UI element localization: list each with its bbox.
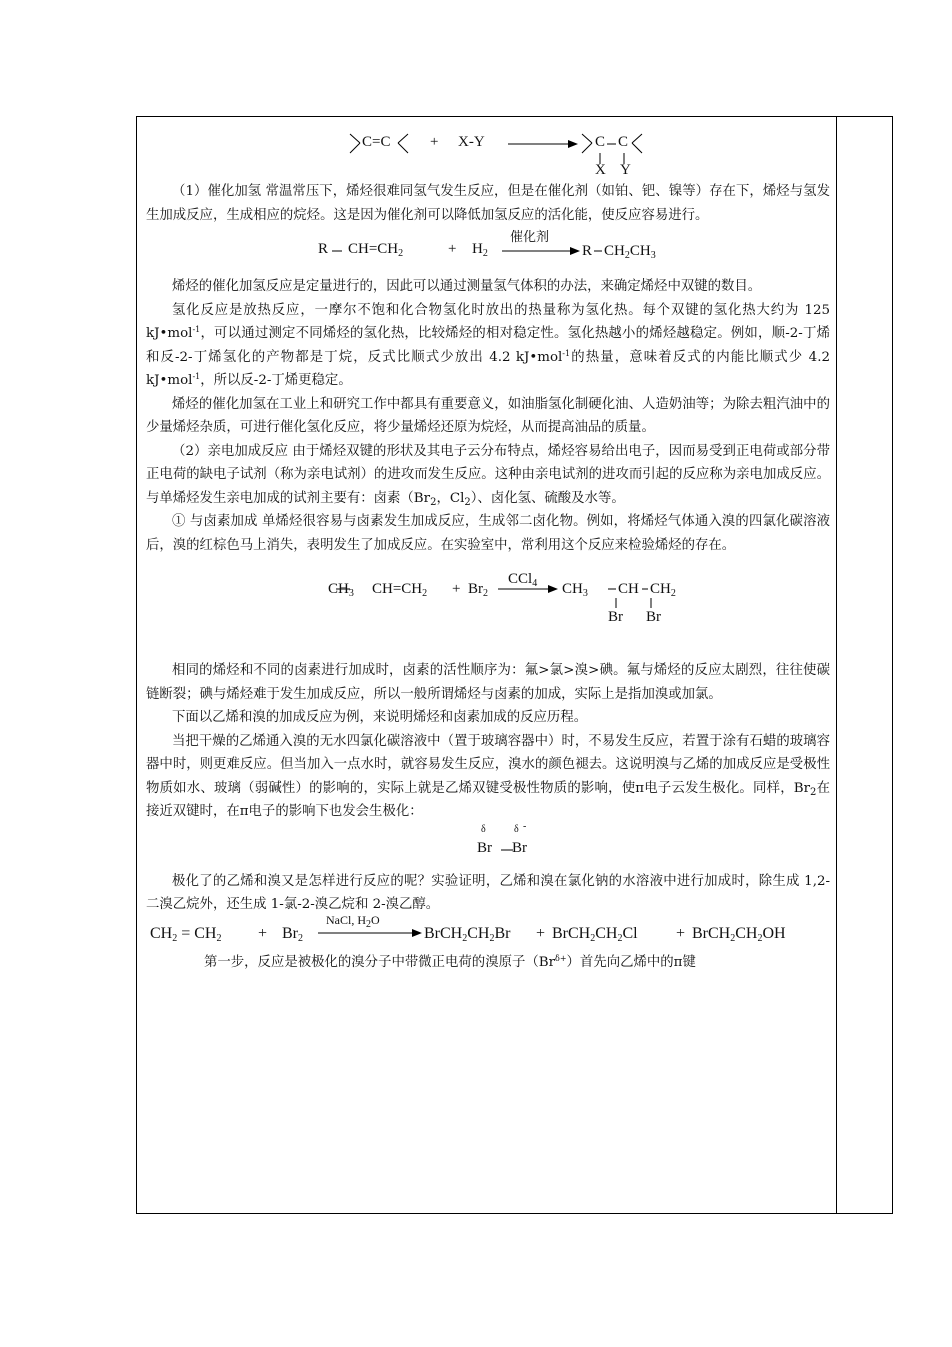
eq-br-bromo-a: Br (608, 609, 623, 625)
paragraph-halogen-addition: ① 与卤素加成 单烯烃很容易与卤素发生加成反应，生成邻二卤化物。例如，将烯烃气体通入溴的四氯化碳溶液后，溴的红棕色马上消失，表明发生了加成反应。在实验室中，常利用这个反应来检验烯烃的存在。 (146, 514, 830, 553)
eq-pol-br2: Br (512, 839, 527, 856)
eq-br-p2: CH (618, 581, 639, 597)
equation-general-addition (146, 124, 830, 180)
eq-general-y: Y (620, 162, 631, 178)
equation-nacl-addition: $CH_2 = CH_2$ + $Br_2$ NaCl, $H_2O$ $BrCH_2CH_2Br$ + $BrCH_2CH_2Cl$ + $BrCH_2CH_2OH$ (146, 917, 830, 951)
eq-pol-br1: Br (477, 839, 492, 856)
eq-br-methyl: CH (328, 581, 349, 597)
eq-pol-delta-minus: δ (514, 823, 519, 835)
paragraph-first-step: 第一步，反应是被极化的溴分子中带微正电荷的溴原子$(Br^{\delta+})$首先向乙烯中的π键 (204, 953, 696, 970)
eq-general-x: X (595, 162, 606, 178)
eq-general-c2: C (618, 134, 629, 150)
eq-nacl-plus2: + (536, 924, 546, 942)
paragraph-halogen-activity: 相同的烯烃和不同的卤素进行加成时，卤素的活性顺序为：氟>氯>溴>碘。氟与烯烃的反应太剧烈，往往使碳链断裂；碘与烯烃难于发生加成反应，所以一般所谓烯烃与卤素的加成，实际上是指加溴或加氯。 (146, 663, 830, 702)
eq-nacl-prod3: BrCH (692, 924, 731, 942)
paragraph-electrophilic-addition: （2）亲电加成反应 由于烯烃双键的形状及其电子云分布特点，烯烃容易给出电子，因而易受到正电荷或部分带正电荷的缺电子试剂（称为亲电试剂）的进攻而发生反应。这种由亲电试剂的进攻而引起的反应称为亲电加成反应。与单烯烃发生亲电加成的试剂主要有：卤素（$Br_2$，$Cl_2$）、卤化氢、硫酸及水等。 (146, 443, 830, 508)
paragraph-polarization: 当把干燥的乙烯通入溴的无水四氯化碳溶液中（置于玻璃容器中）时，不易发生反应，若置于涂有石蜡的玻璃容器中时，则更难反应。但当加入一点水时，就容易发生反应，溴水的颜色褪去。这说明溴与乙烯的加成反应是受极性物质如水、玻璃（弱碱性）的影响的，实际上就是乙烯双键受极性物质的影响，使π电子云发生极化。同样，$Br_2$在接近双键时，在π电子的影响下也发会生极化： (146, 733, 830, 819)
document-body (146, 124, 830, 974)
paragraph-mechanism-intro: 下面以乙烯和溴的加成反应为例，来说明烯烃和卤素加成的反应历程。 (172, 710, 588, 725)
eq-nacl-prod1: BrCH (424, 924, 463, 942)
equation-hydrogenation-arrow (146, 227, 830, 275)
eq-br-alkene: CH=CH (372, 581, 423, 597)
eq-br-bromine: Br (468, 581, 483, 597)
paragraph-nacl-experiment: 极化了的乙烯和溴又是怎样进行反应的呢？实验证明，乙烯和溴在氯化钠的水溶液中进行加成时，除生成 1,2-二溴乙烷外，还生成 1-氯-2-溴乙烷和 2-溴乙醇。 (146, 873, 830, 912)
eq-pol-minus: - (523, 820, 527, 832)
eq-h2-plus: + (448, 241, 457, 257)
equation-bromine-bonds (146, 557, 830, 659)
eq-h2-hydrogen: H (472, 241, 483, 257)
eq-general-cc: C=C (362, 134, 391, 150)
eq-br-plus: + (452, 581, 461, 597)
eq-h2-product: CH (604, 243, 625, 259)
eq-general-xy: X-Y (458, 134, 485, 150)
eq-nacl-plus1: + (258, 924, 268, 942)
eq-nacl-bromine: Br (282, 924, 298, 942)
paragraph-industrial-use: 烯烃的催化加氢在工业上和研究工作中都具有重要意义，如油脂氢化制硬化油、人造奶油等；为除去粗汽油中的少量烯烃杂质，可进行催化氢化反应，将少量烯烃还原为烷烃，从而提高油品的质量。 (146, 396, 830, 435)
eq-nacl-ethene: CH (150, 924, 173, 942)
eq-br-bromo-b: Br (646, 609, 661, 625)
equation-bromine-addition: $CH_3$ $CH=CH_2$ + $Br_2$ CCl$_4$ $CH_3$ CH $CH_2$ Br Br (146, 557, 830, 659)
eq-br-ccl4: CCl (508, 571, 533, 587)
eq-nacl-condition: NaCl, H (326, 912, 366, 927)
equation-polarized-bromine (146, 820, 830, 870)
eq-h2-catalyst: 催化剂 (510, 230, 550, 245)
paragraph-catalytic-hydrogenation: （1）催化加氢 常温常压下，烯烃很难同氢气发生反应，但是在催化剂（如铂、钯、镍等）存在下，烯烃与氢发生加成反应，生成相应的烷烃。这是因为催化剂可以降低加氢反应的活化能，使反应容易进行。 (146, 184, 830, 223)
eq-nacl-prod2: BrCH (552, 924, 591, 942)
paragraph-quantitative: 烯烃的催化加氢反应是定量进行的，因此可以通过测量氢气体积的办法，来确定烯烃中双键的数目。 (172, 279, 762, 294)
eq-h2-prod-r: R (582, 243, 593, 259)
eq-h2-r: R (318, 241, 329, 257)
paragraph-hydrogenation-heat: 氢化反应是放热反应，一摩尔不饱和化合物氢化时放出的热量称为氢化热。每个双键的氢化热大约为 125 kJ•mol$^{-1}$，可以通过测定不同烯烃的氢化热，比较烯烃的相对稳定性。氢化热越小的烯烃越稳定。例如，顺-2-丁烯和反-2-丁烯氢化的产物都是丁烷，反式比顺式少放出 4.2 kJ•mol$^{-1}$的热量，意味着反式的内能比顺式少 4.2 kJ•mol$^{-1}$，所以反-2-丁烯更稳定。 (146, 302, 830, 388)
eq-nacl-plus3: + (676, 924, 686, 942)
eq-h2-alkene: CH=CH (348, 241, 399, 257)
eq-general-c1: C (595, 134, 606, 150)
equation-general-bonds (146, 124, 830, 180)
eq-general-plus: + (430, 134, 439, 150)
eq-br-p3: CH (650, 581, 671, 597)
equation-hydrogenation: R $CH=CH_2$ + $H_2$ 催化剂 R $CH_2CH_3$ (146, 227, 830, 275)
eq-pol-delta-plus: δ (481, 823, 486, 835)
table-column-divider (836, 116, 837, 1214)
eq-br-p1: CH (562, 581, 583, 597)
